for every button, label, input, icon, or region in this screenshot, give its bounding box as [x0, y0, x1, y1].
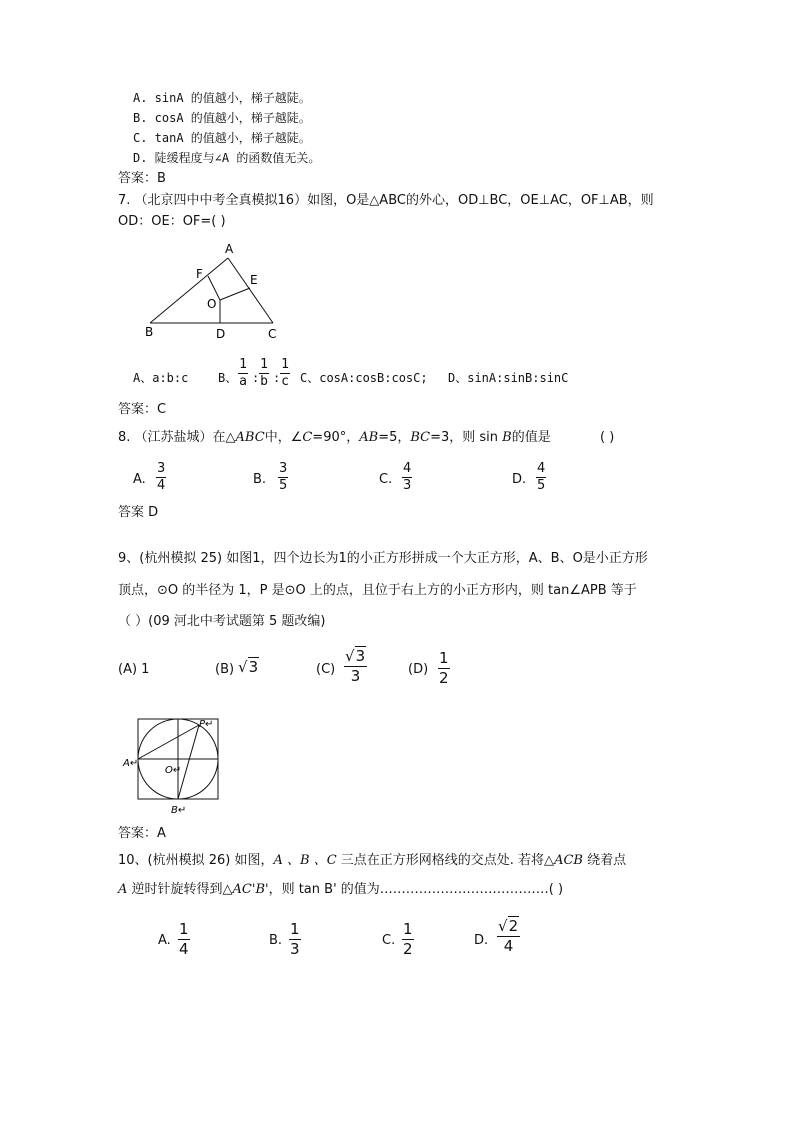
oe-perpendicular — [220, 288, 250, 300]
q10-option-a-label: A. — [158, 933, 171, 948]
q10-option-c-fraction: 1 2 — [403, 920, 413, 958]
side-ab — [150, 258, 228, 323]
q9-option-a: (A) 1 — [118, 662, 150, 677]
q10-option-d-fraction: √2 4 — [498, 917, 519, 955]
q7-option-b-frac-2: 1 b — [260, 357, 268, 389]
label-a: A — [225, 242, 234, 256]
label-c: C — [268, 327, 277, 341]
q7-option-b-prefix: B、 — [218, 371, 238, 385]
q9-option-c-label: (C) — [316, 662, 336, 677]
label-a: A↵ — [123, 758, 139, 769]
q9-option-c-fraction: √3 3 — [345, 647, 366, 685]
label-b: B↵ — [171, 805, 187, 816]
q8-answer-paren: ( ) — [600, 430, 615, 445]
q9-option-d-label: (D) — [408, 662, 429, 677]
q8-stem: 8. （江苏盐城）在△ABC中，∠C=90°，AB=5，BC=3，则 sin B的值是 — [118, 430, 551, 445]
label-f: F — [196, 267, 203, 281]
label-b: B — [145, 325, 154, 339]
q8-option-b-fraction: 3 5 — [279, 461, 288, 493]
label-d: D — [216, 327, 226, 341]
side-ac — [228, 258, 273, 323]
q8-option-d-fraction: 4 5 — [537, 461, 546, 493]
q8-option-b-label: B. — [253, 472, 267, 487]
q10-stem-line1: 10、(杭州模拟 26) 如图，A 、B 、C 三点在正方形网格线的交点处. 若将△ACB 绕着点 — [118, 853, 627, 868]
label-e: E — [250, 273, 258, 287]
q7-option-b-sep-1: : — [252, 371, 260, 385]
q10-option-d-label: D. — [474, 933, 489, 948]
q9-stem-line3: （ ）(09 河北中考试题第 5 题改编) — [118, 614, 326, 629]
q9-option-d-fraction: 1 2 — [439, 649, 449, 687]
q7-option-d: D、sinA:sinB:sinC — [448, 371, 569, 385]
q8-option-c-label: C. — [379, 472, 393, 487]
q10-option-a-fraction: 1 4 — [179, 920, 189, 958]
q9-stem-line2: 顶点，⊙O 的半径为 1，P 是⊙O 上的点，且位于右上方的小正方形内，则 tan∠APB 等于 — [118, 583, 637, 598]
q10-stem-line2: A 逆时针旋转得到△AC'B'，则 tan B' 的值为…………………………………( ) — [118, 882, 564, 897]
q7-triangle-figure — [140, 238, 290, 346]
q9-option-b-sqrt: √3 — [238, 658, 259, 676]
q6-option-c: C. tanA 的值越小，梯子越陡。 — [133, 131, 311, 145]
q9-option-b-label: (B) — [215, 662, 235, 677]
q6-option-b: B. cosA 的值越小，梯子越陡。 — [133, 111, 311, 125]
q7-stem-line1: 7. （北京四中中考全真模拟16）如图，O是△ABC的外心，OD⊥BC，OE⊥AC，OF⊥AB，则 — [118, 193, 654, 208]
q10-option-b-fraction: 1 3 — [290, 920, 300, 958]
q9-stem-line1: 9、(杭州模拟 25) 如图1，四个边长为1的小正方形拼成一个大正方形，A、B、O是小正方形 — [118, 551, 648, 566]
q8-option-a-fraction: 3 4 — [157, 461, 166, 493]
q7-option-c: C、cosA:cosB:cosC; — [300, 371, 428, 385]
q6-option-a: A. sinA 的值越小，梯子越陡。 — [133, 91, 311, 105]
q9-answer: 答案：A — [118, 826, 166, 841]
label-o: O↵ — [165, 765, 182, 776]
q10-option-b-label: B. — [269, 933, 283, 948]
q6-answer: 答案：B — [118, 171, 166, 186]
q8-option-d-label: D. — [512, 472, 527, 487]
segment-pb — [178, 725, 199, 799]
q7-option-a: A、a:b:c — [133, 371, 189, 385]
q9-circle-figure — [118, 714, 228, 818]
q7-answer: 答案：C — [118, 402, 167, 417]
q10-option-c-label: C. — [382, 933, 396, 948]
segment-pa — [138, 725, 199, 759]
label-p: P↵ — [199, 719, 214, 730]
q8-option-c-fraction: 4 3 — [403, 461, 412, 493]
q7-stem-line2: OD：OE：OF=( ) — [118, 214, 226, 229]
q7-option-b-sep-2: : — [273, 371, 281, 385]
q7-option-b-frac-1: 1 a — [239, 357, 247, 389]
q6-option-d: D. 陡缓程度与∠A 的函数值无关。 — [133, 151, 321, 165]
q8-answer: 答案 D — [118, 505, 159, 520]
q8-option-a-label: A. — [133, 472, 146, 487]
label-o: O — [207, 297, 217, 311]
q7-option-b-frac-3: 1 c — [281, 357, 289, 389]
